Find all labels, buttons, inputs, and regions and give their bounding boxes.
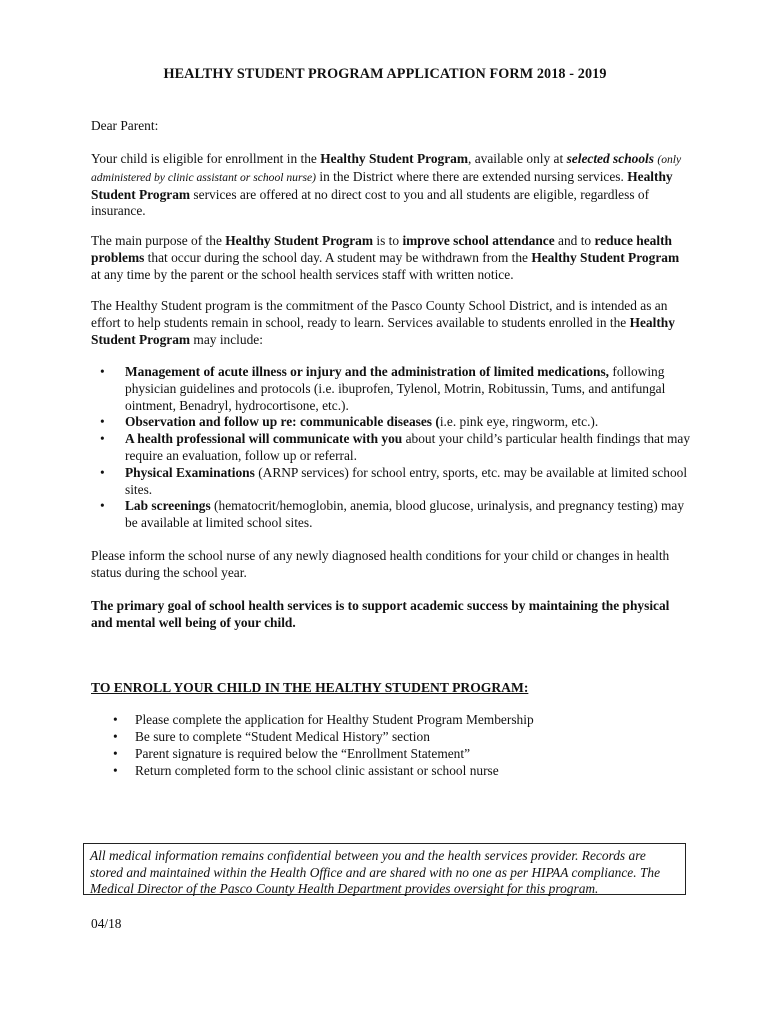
commitment-paragraph: The Healthy Student program is the commitment of the Pasco County School District, and is intended as an effort to help students remain in school, ready to learn. Services available to students enrolled in the Healthy Student Program may include: bbox=[91, 298, 675, 347]
list-item: • Management of acute illness or injury and the administration of limited medications, following physician guidelines and protocols (i.e. ibuprofen, Tylenol, Motrin, Robitussin, Tums, and antifungal ointment, Benadryl, hydrocortisone, etc.). bbox=[100, 364, 666, 413]
confidentiality-notice: All medical information remains confidential between you and the health services provider. Records are stored and maintained within the Health Office and are shared with no one as per HIPAA compliance. The Medical Director of the Pasco County Health Department provides oversight for this program. bbox=[83, 843, 686, 895]
bullet: • bbox=[100, 431, 105, 447]
inform-nurse-paragraph: Please inform the school nurse of any newly diagnosed health conditions for your child or changes in health status during the school year. bbox=[91, 548, 670, 580]
bullet: • bbox=[100, 414, 105, 430]
list-item: • Please complete the application for Healthy Student Program Membership bbox=[113, 712, 534, 727]
services-list bbox=[91, 364, 691, 532]
list-item: • Return completed form to the school clinic assistant or school nurse bbox=[113, 763, 499, 778]
bullet: • bbox=[113, 746, 118, 761]
bullet: • bbox=[100, 364, 105, 379]
eligibility-paragraph: Your child is eligible for enrollment in the Healthy Student Program, available only at selected schools (only administered by clinic assistant or school nurse) in the District where there are extended nursing services. Healthy Student Program services are offered at no direct cost to you and all students are eligible, regardless of insurance. bbox=[91, 151, 682, 219]
bullet: • bbox=[100, 498, 105, 514]
list-item: • Parent signature is required below the “Enrollment Statement” bbox=[113, 746, 471, 761]
bullet: • bbox=[113, 712, 118, 727]
enrollment-steps-list bbox=[91, 712, 651, 780]
salutation: Dear Parent: bbox=[91, 118, 159, 133]
bullet: • bbox=[113, 763, 118, 778]
purpose-paragraph: The main purpose of the Healthy Student Program is to improve school attendance and to reduce health problems that occur during the school day. A student may be withdrawn from the Healthy Student Program at any time by the parent or the school health services staff with written notice. bbox=[91, 233, 680, 282]
list-item: • A health professional will communicate with you about your child’s particular health findings that may require an evaluation, follow up or referral. bbox=[100, 431, 691, 463]
form-title: HEALTHY STUDENT PROGRAM APPLICATION FORM 2018 - 2019 bbox=[163, 66, 607, 82]
list-item: • Physical Examinations (ARNP services) for school entry, sports, etc. may be available at limited school sites. bbox=[100, 464, 688, 497]
primary-goal-paragraph: The primary goal of school health services is to support academic success by maintaining the physical and mental well being of your child. bbox=[91, 598, 670, 630]
list-item: • Lab screenings (hematocrit/hemoglobin, anemia, blood glucose, urinalysis, and pregnancy testing) may be available at limited school sites. bbox=[100, 498, 685, 531]
enroll-heading: TO ENROLL YOUR CHILD IN THE HEALTHY STUDENT PROGRAM: bbox=[91, 680, 529, 695]
list-item: • Observation and follow up re: communicable diseases (i.e. pink eye, ringworm, etc.). bbox=[100, 414, 599, 430]
list-item: • Be sure to complete “Student Medical History” section bbox=[113, 729, 430, 744]
bullet: • bbox=[113, 729, 118, 744]
bullet: • bbox=[100, 464, 105, 480]
form-version-date: 04/18 bbox=[91, 916, 122, 931]
